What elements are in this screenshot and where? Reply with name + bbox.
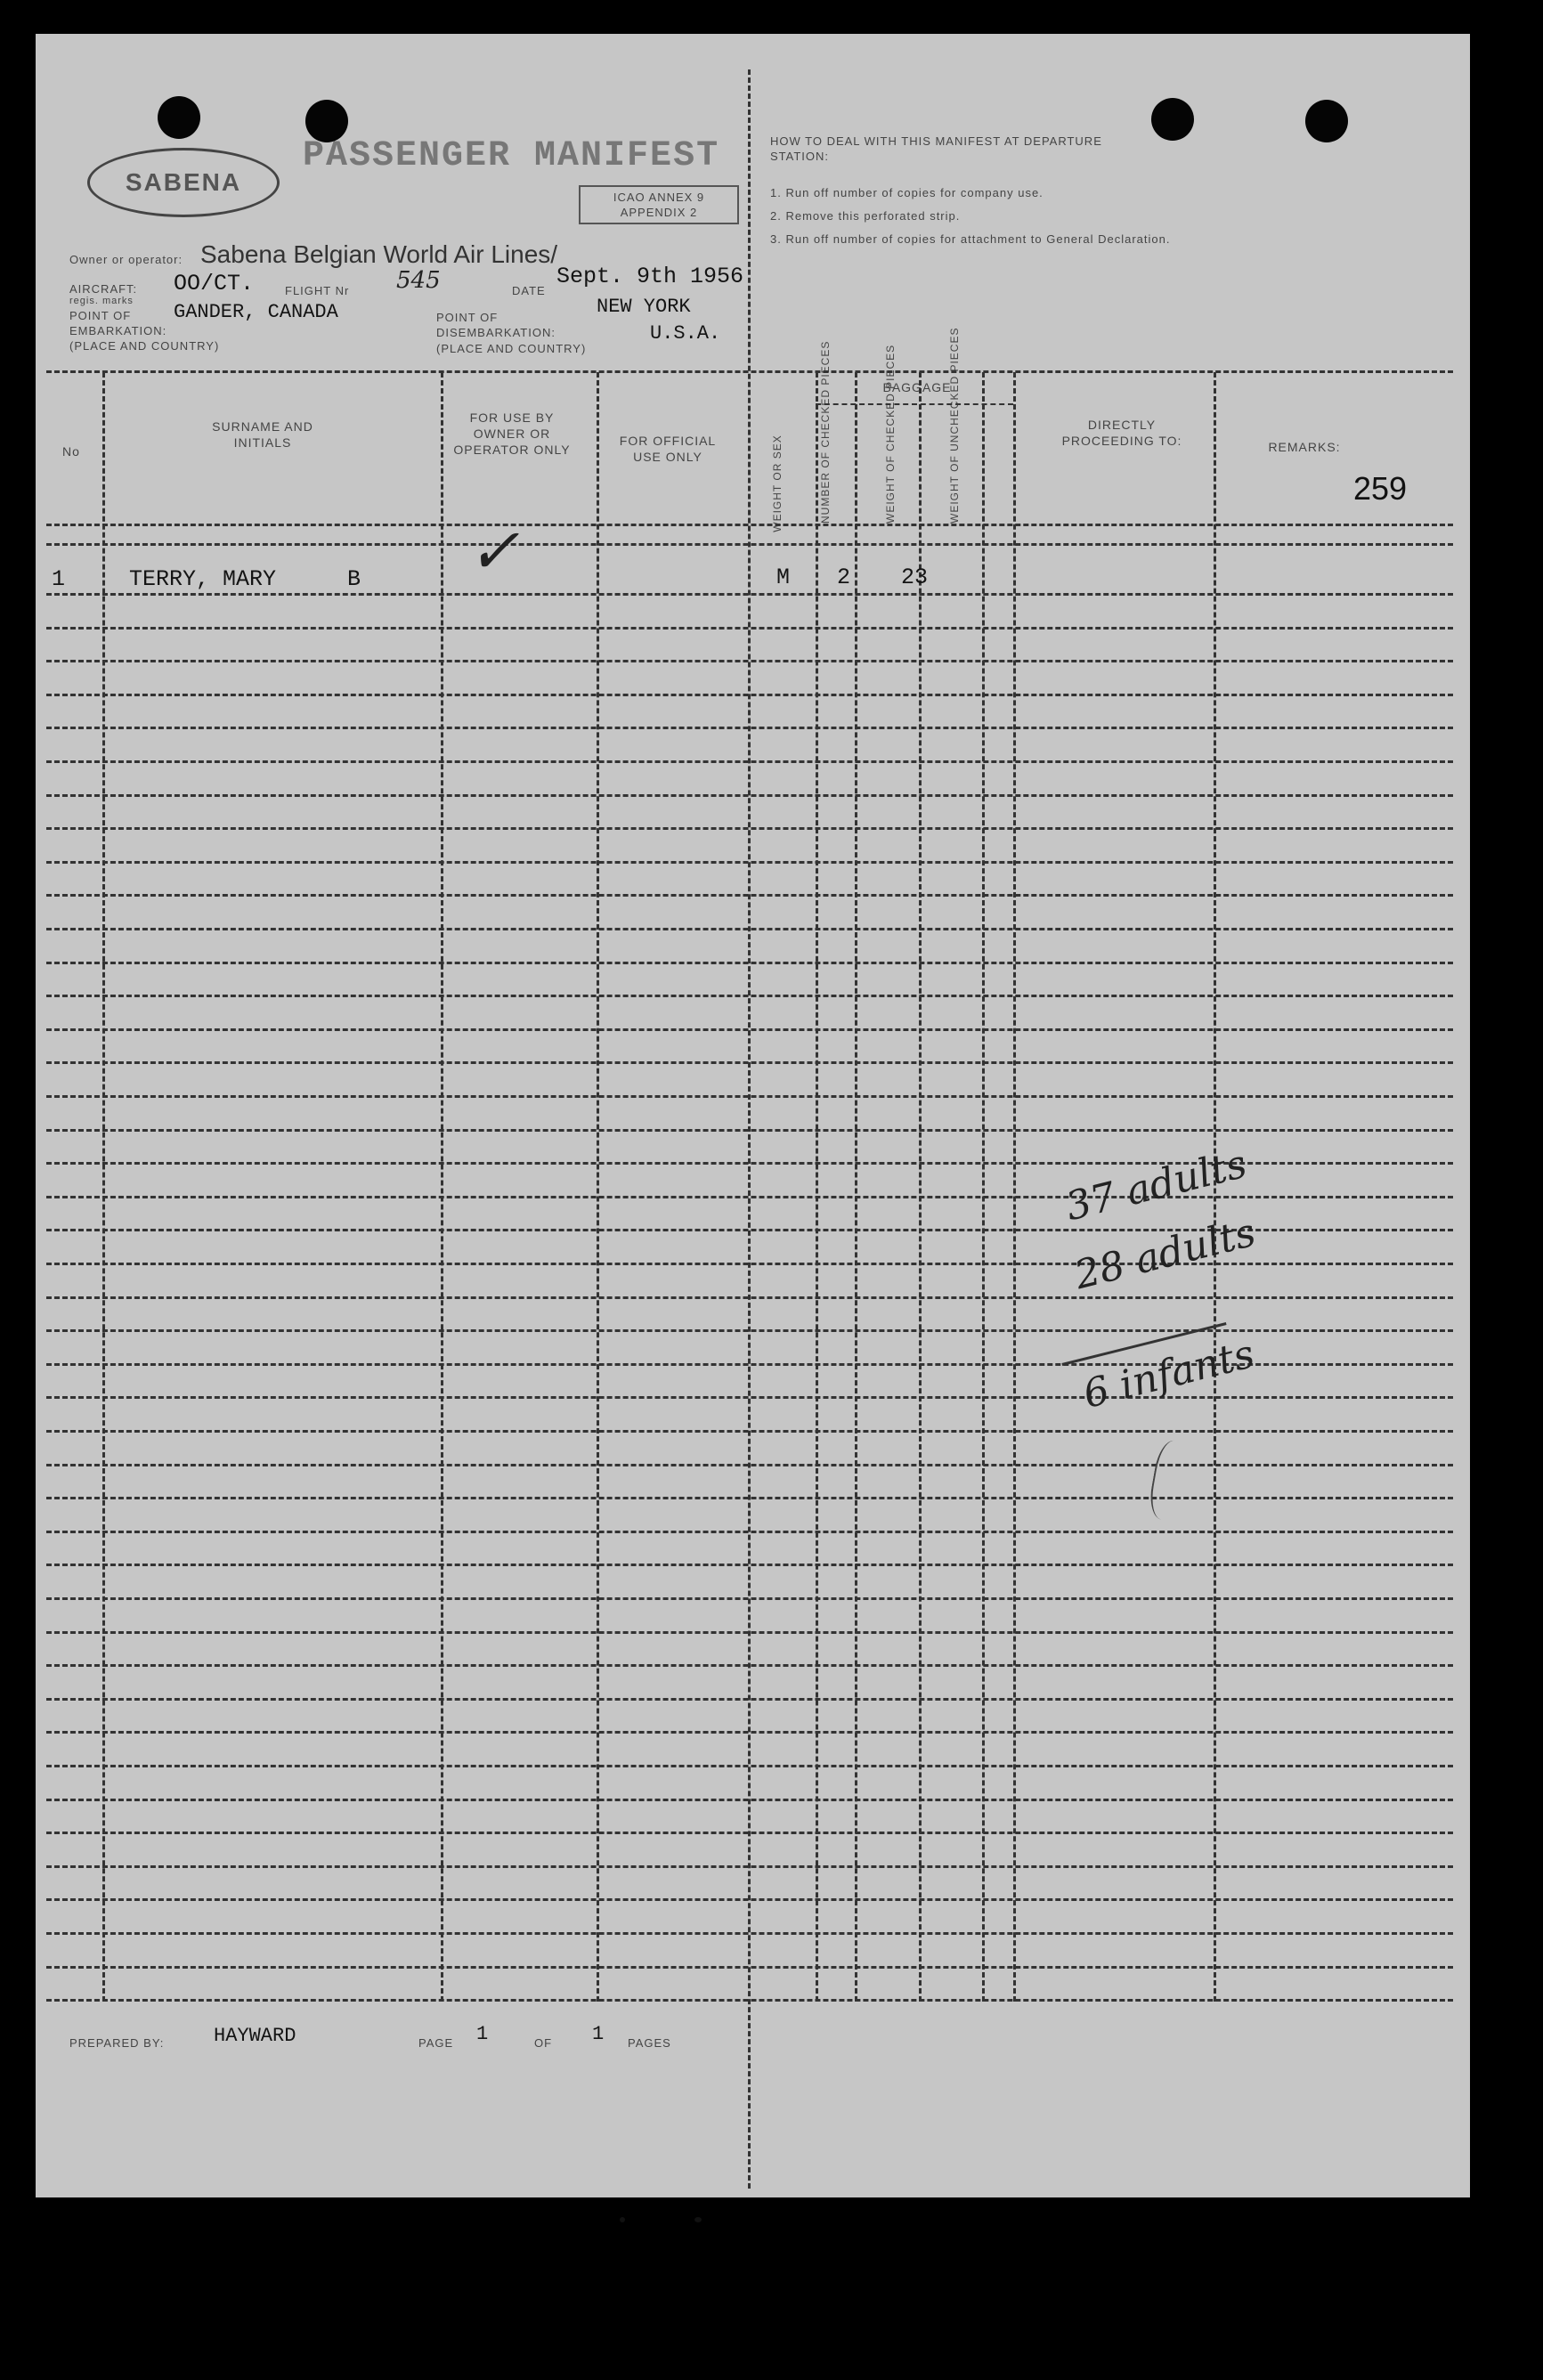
passenger-name: TERRY, MARY: [129, 566, 277, 592]
grid-column-separator: [982, 372, 985, 2002]
pages-value: 1: [592, 2023, 605, 2045]
flight-value: 545: [396, 267, 441, 294]
operator-label: Owner or operator:: [69, 253, 183, 266]
grid-rule-row: [46, 543, 1453, 546]
flight-label: FLIGHT Nr: [285, 284, 350, 297]
instruction-item: 2. Remove this perforated strip.: [770, 209, 961, 223]
passenger-sex: M: [776, 565, 791, 590]
grid-rule-row: [46, 1999, 1453, 2002]
grid-rule-row: [46, 760, 1453, 763]
aircraft-value: OO/CT.: [174, 271, 255, 296]
disembark-sublabel: (PLACE AND COUNTRY): [436, 342, 587, 355]
passenger-initial: B: [347, 566, 361, 592]
col-header-remarks: REMARKS:: [1268, 440, 1341, 454]
grid-rule-row: [46, 1263, 1453, 1265]
owner-check-mark: ✓: [467, 515, 520, 588]
embark-sublabel: (PLACE AND COUNTRY): [69, 339, 220, 353]
prepared-by-value: HAYWARD: [214, 2025, 296, 2047]
grid-rule-row: [46, 593, 1453, 596]
handwritten-note: 28 adults: [1069, 1209, 1261, 1299]
grid-rule-row: [46, 1731, 1453, 1734]
aircraft-sublabel: regis. marks: [69, 296, 134, 306]
grid-rule-row: [46, 794, 1453, 797]
grid-rule-header-top: [46, 370, 1453, 373]
instruction-item: 1. Run off number of copies for company use.: [770, 186, 1044, 199]
grid-rule-row: [46, 1799, 1453, 1801]
row-number: 1: [52, 566, 66, 592]
col-header-checked-pieces: NUMBER OF CHECKED PIECES: [819, 340, 832, 524]
col-header-official-use: FOR OFFICIAL USE ONLY: [619, 434, 717, 464]
handwritten-note: 6 infants: [1078, 1331, 1259, 1417]
col-header-proceeding: DIRECTLY PROCEEDING TO:: [1061, 418, 1182, 448]
checked-weight: 23: [901, 565, 929, 590]
grid-rule-row: [46, 861, 1453, 864]
col-header-sex: WEIGHT OR SEX: [771, 435, 784, 532]
col-header-no: No: [62, 444, 80, 459]
grid-column-separator: [102, 372, 105, 2002]
handwritten-scribble: [1147, 1438, 1198, 1523]
col-header-checked-weight: WEIGHT OF CHECKED PIECES: [884, 344, 897, 524]
grid-column-separator: [855, 372, 857, 2002]
grid-rule-row: [46, 660, 1453, 662]
col-header-owner-use: FOR USE BY OWNER OR OPERATOR ONLY: [453, 410, 571, 457]
punch-hole: [1305, 100, 1348, 142]
grid-rule-row: [46, 928, 1453, 930]
grid-rule-row: [46, 1061, 1453, 1064]
col-header-unchecked-weight: WEIGHT OF UNCHECKED PIECES: [948, 327, 961, 524]
remarks-number: 259: [1353, 470, 1408, 507]
bottom-mark: [694, 2217, 702, 2222]
manifest-sheet: [36, 34, 1470, 2197]
grid-rule-row: [46, 1832, 1453, 1834]
aircraft-label: AIRCRAFT:: [69, 282, 138, 296]
sabena-logo: SABENA: [87, 148, 280, 217]
grid-rule-header-bottom: [46, 524, 1453, 526]
instructions-title: HOW TO DEAL WITH THIS MANIFEST AT DEPARTURE STATION:: [770, 134, 1102, 163]
pages-label: PAGES: [628, 2036, 671, 2050]
grid-rule-row: [46, 1464, 1453, 1466]
grid-rule-row: [46, 827, 1453, 830]
instruction-item: 3. Run off number of copies for attachment to General Declaration.: [770, 232, 1171, 246]
col-header-surname: SURNAME AND INITIALS: [212, 419, 313, 450]
grid-rule-row: [46, 1430, 1453, 1433]
grid-rule-row: [46, 1564, 1453, 1566]
grid-rule-row: [46, 995, 1453, 997]
punch-hole: [158, 96, 200, 139]
grid-rule-row: [46, 1129, 1453, 1132]
grid-rule-row: [46, 1966, 1453, 1969]
grid-rule-row: [46, 1531, 1453, 1533]
embark-label: POINT OF EMBARKATION:: [69, 309, 167, 337]
grid-column-separator: [919, 372, 922, 2002]
prepared-by-label: PREPARED BY:: [69, 2036, 165, 2050]
punch-hole: [1151, 98, 1194, 141]
checked-pieces: 2: [837, 565, 851, 590]
bottom-mark: [620, 2217, 625, 2222]
grid-rule-row: [46, 1932, 1453, 1935]
grid-rule-row: [46, 1664, 1453, 1667]
grid-rule-row: [46, 962, 1453, 964]
grid-column-separator: [1013, 372, 1016, 2002]
grid-rule-row: [46, 627, 1453, 630]
grid-rule-row: [46, 1698, 1453, 1701]
grid-rule-row: [46, 894, 1453, 897]
grid-column-separator: [441, 372, 443, 2002]
page-title: PASSENGER MANIFEST: [303, 136, 720, 176]
grid-rule-row: [46, 1497, 1453, 1499]
page-value: 1: [476, 2023, 489, 2045]
disembark-city: NEW YORK: [597, 296, 691, 318]
operator-value: Sabena Belgian World Air Lines/: [200, 240, 558, 268]
grid-column-separator: [597, 372, 599, 2002]
grid-rule-row: [46, 727, 1453, 729]
of-label: OF: [534, 2036, 553, 2050]
handwritten-note: 37 adults: [1060, 1141, 1252, 1231]
grid-rule-row: [46, 1597, 1453, 1600]
grid-rule-row: [46, 1631, 1453, 1634]
grid-rule-row: [46, 1095, 1453, 1098]
grid-rule-row: [46, 1396, 1453, 1399]
grid-rule-row: [46, 1865, 1453, 1868]
grid-rule-row: [46, 1296, 1453, 1299]
disembark-label: POINT OF DISEMBARKATION:: [436, 311, 556, 339]
grid-rule-row: [46, 694, 1453, 696]
grid-rule-row: [46, 1196, 1453, 1198]
page-label: PAGE: [418, 2036, 454, 2050]
embark-value: GANDER, CANADA: [174, 301, 338, 323]
grid-rule-row: [46, 1028, 1453, 1031]
date-label: DATE: [512, 284, 546, 297]
grid-rule-row: [46, 1765, 1453, 1767]
disembark-country: U.S.A.: [650, 322, 721, 345]
col-header-baggage: BAGGAGE: [882, 380, 952, 394]
grid-column-separator: [816, 372, 818, 2002]
grid-rule-row: [46, 1898, 1453, 1901]
date-value: Sept. 9th 1956: [556, 264, 744, 289]
annex-stamp: ICAO ANNEX 9 APPENDIX 2: [579, 185, 739, 224]
